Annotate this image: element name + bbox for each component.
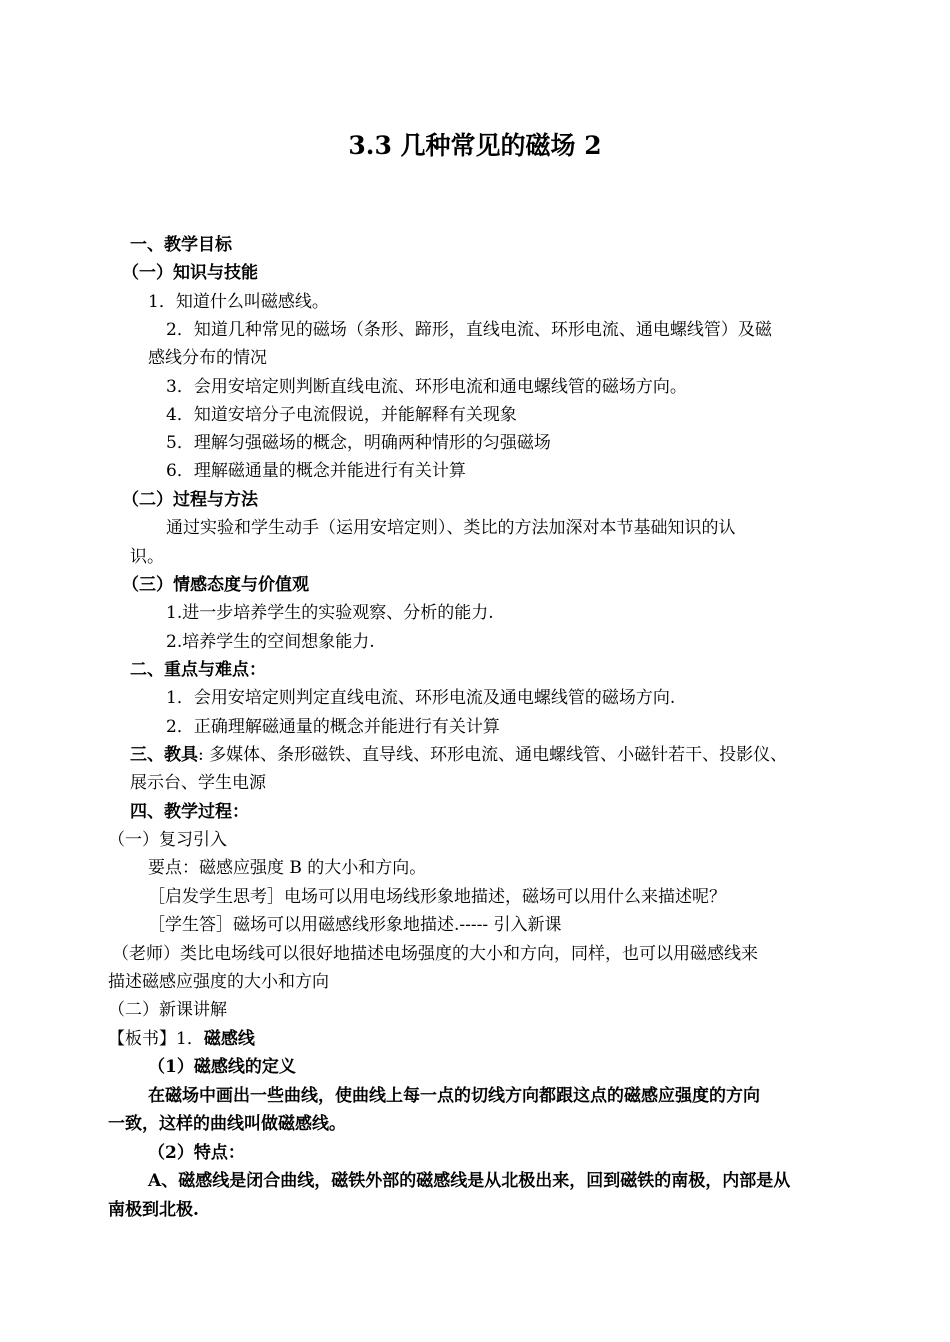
teaching-aids-line-1 — [130, 741, 787, 769]
review-answer: ［学生答］磁场可以用磁感线形象地描述.----- 引入新课 — [148, 915, 562, 935]
section-heading-process: 四、教学过程： — [130, 802, 249, 822]
section-heading-goals: 一、教学目标 — [130, 235, 232, 255]
review-key-point: 要点：磁感应强度 B 的大小和方向。 — [148, 858, 427, 878]
board-label: 【板书】1． — [108, 1029, 204, 1049]
knowledge-item-2-line-2: 感线分布的情况 — [148, 348, 267, 368]
attitude-item-2: 2.培养学生的空间想象能力. — [166, 632, 375, 652]
definition-text-line-2: 一致，这样的曲线叫做磁感线。 — [108, 1114, 346, 1134]
key-point-2: 2．正确理解磁通量的概念并能进行有关计算 — [166, 717, 500, 737]
knowledge-item-4: 4．知道安培分子电流假说，并能解释有关现象 — [166, 405, 517, 425]
board-topic: 磁感线 — [203, 1029, 255, 1049]
knowledge-item-2-line-1: 2．知道几种常见的磁场（条形、蹄形，直线电流、环形电流、通电螺线管）及磁 — [166, 320, 772, 340]
definition-text-line-1: 在磁场中画出一些曲线，使曲线上每一点的切线方向都跟这点的磁感应强度的方向 — [148, 1086, 760, 1106]
page-title: 3.3 几种常见的磁场 2 — [348, 131, 602, 160]
subsection-heading-knowledge: （一）知识与技能 — [122, 263, 258, 283]
teaching-aids-label: 三、教具 — [130, 745, 198, 765]
knowledge-item-6: 6．理解磁通量的概念并能进行有关计算 — [166, 461, 466, 481]
subsection-heading-attitude: （三）情感态度与价值观 — [122, 575, 309, 595]
teaching-aids-text: : 多媒体、条形磁铁、直导线、环形电流、通电螺线管、小磁针若干、投影仪、 — [198, 745, 788, 765]
board-heading — [108, 1025, 255, 1053]
features-heading: （2）特点： — [148, 1143, 245, 1163]
feature-a-line-1: A、磁感线是闭合曲线，磁铁外部的磁感线是从北极出来，回到磁铁的南极，内部是从 — [148, 1171, 791, 1191]
attitude-item-1: 1.进一步培养学生的实验观察、分析的能力. — [166, 603, 494, 623]
key-point-1: 1．会用安培定则判定直线电流、环形电流及通电螺线管的磁场方向. — [166, 688, 676, 708]
new-lesson-heading: （二）新课讲解 — [108, 1000, 227, 1020]
subsection-heading-process: （二）过程与方法 — [122, 490, 258, 510]
definition-heading: （1）磁感线的定义 — [148, 1057, 296, 1077]
section-heading-key-points: 二、重点与难点： — [130, 660, 266, 680]
knowledge-item-3: 3．会用安培定则判断直线电流、环形电流和通电螺线管的磁场方向。 — [166, 377, 687, 397]
review-heading: （一）复习引入 — [108, 830, 227, 850]
knowledge-item-5: 5．理解匀强磁场的概念，明确两种情形的匀强磁场 — [166, 433, 551, 453]
teacher-remark-line-2: 描述磁感应强度的大小和方向 — [108, 972, 329, 992]
feature-a-line-2: 南极到北极. — [108, 1200, 199, 1220]
process-text-line-2: 识。 — [130, 547, 164, 567]
teacher-remark-line-1: （老师）类比电场线可以很好地描述电场强度的大小和方向，同样，也可以用磁感线来 — [112, 944, 758, 964]
knowledge-item-1: 1．知道什么叫磁感线。 — [148, 292, 329, 312]
process-text-line-1: 通过实验和学生动手（运用安培定则）、类比的方法加深对本节基础知识的认 — [166, 518, 736, 538]
teaching-aids-line-2: 展示台、学生电源 — [130, 773, 266, 793]
review-question: ［启发学生思考］电场可以用电场线形象地描述，磁场可以用什么来描述呢？ — [148, 887, 726, 907]
